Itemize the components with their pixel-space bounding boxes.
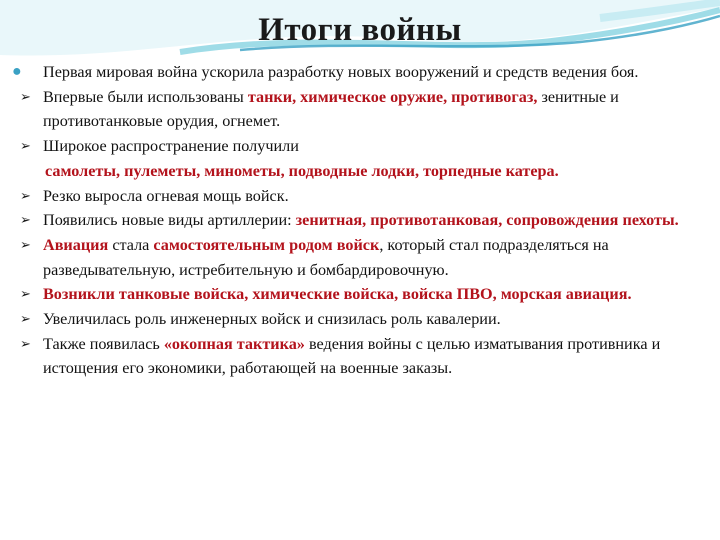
arrowhead-icon: ➢ xyxy=(20,138,31,154)
arrowhead-icon: ➢ xyxy=(20,335,31,351)
text-normal: Также появилась xyxy=(43,334,164,353)
list-item xyxy=(10,282,710,307)
list-item-text xyxy=(43,85,710,134)
text-normal: ведения войны с целью изматывания противника и истощения его экономики, работающей на военные заказы. xyxy=(43,334,661,378)
arrowhead-icon: ➢ xyxy=(20,212,31,228)
arrowhead-icon: ➢ xyxy=(20,236,31,252)
arrowhead-icon: ➢ xyxy=(20,187,31,203)
text-highlight: самостоятельным родом войск xyxy=(153,235,380,254)
list-item-text: Возникли танковые войска, химические войска, войска ПВО, морская авиация. xyxy=(43,285,632,304)
text-highlight: «окопная тактика» xyxy=(163,334,305,353)
text-normal: Впервые были использованы xyxy=(43,87,248,106)
text-normal: Широкое распространение получили xyxy=(43,137,299,156)
list-item-text xyxy=(43,332,710,381)
list-item-text xyxy=(43,208,710,233)
text-normal: зенитные и противотанковые орудия, огнемет. xyxy=(43,87,619,131)
list-item-text: Первая мировая война ускорила разработку новых вооружений и средств ведения боя. xyxy=(43,63,639,81)
list-item xyxy=(10,233,710,282)
text-highlight: самолеты, пулеметы, минометы, подводные лодки, торпедные катера. xyxy=(45,161,559,180)
arrowhead-icon: ➢ xyxy=(20,311,31,327)
text-highlight: зенитная, противотанковая, сопровождения пехоты. xyxy=(295,211,679,230)
page-title: Итоги войны xyxy=(258,12,462,48)
text-normal: Появились новые виды артиллерии: xyxy=(43,211,296,230)
list-item-text: Резко выросла огневая мощь войск. xyxy=(43,186,289,205)
list-item-text xyxy=(43,134,710,183)
arrowhead-icon: ➢ xyxy=(20,88,31,104)
list-item xyxy=(10,85,710,134)
list-item xyxy=(10,208,710,233)
list-item xyxy=(10,307,710,332)
text-normal: , который стал подразделяться на разведывательную, истребительную и бомбардировочную. xyxy=(43,235,609,279)
list-item xyxy=(10,184,710,209)
arrowhead-icon: ➢ xyxy=(20,286,31,302)
list-item xyxy=(10,134,710,183)
text-highlight: танки, химическое оружие, противогаз, xyxy=(247,87,538,106)
list-item xyxy=(10,60,710,85)
list-item xyxy=(10,332,710,381)
text-highlight: Авиация xyxy=(43,235,109,254)
bullet-list xyxy=(10,60,710,381)
list-item-text: Увеличилась роль инженерных войск и снизилась роль кавалерии. xyxy=(43,310,501,329)
list-item-text xyxy=(43,233,710,282)
text-normal: стала xyxy=(108,235,154,254)
round-dot-icon: ● xyxy=(12,63,22,80)
